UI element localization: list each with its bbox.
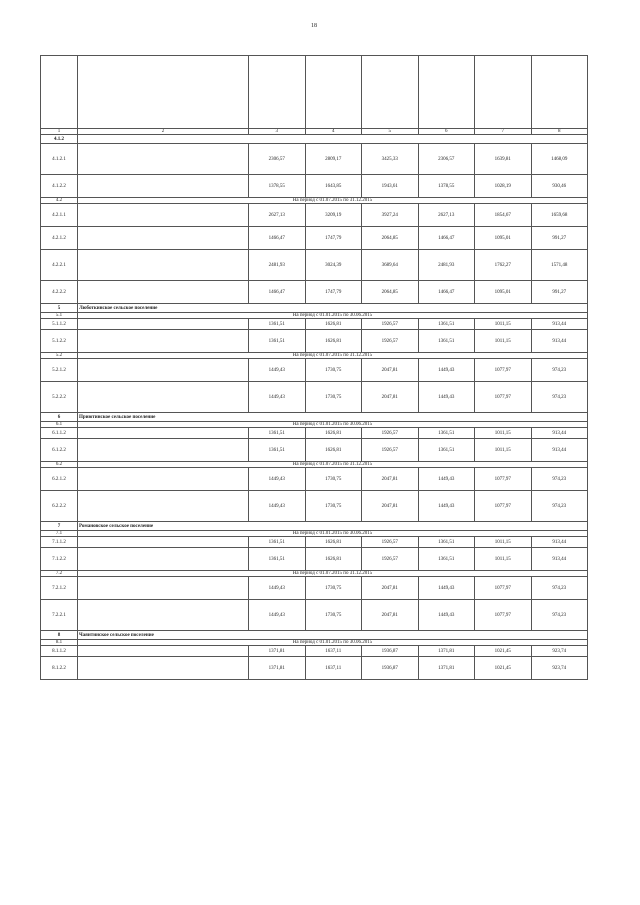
table-row — [41, 359, 588, 382]
value-cell: 1936,87 — [362, 657, 419, 680]
value-cell: 1626,81 — [305, 428, 362, 439]
row-code: 4.2.2.1 — [41, 250, 78, 281]
row-code: 4.2.1.1 — [41, 204, 78, 227]
value-cell: 3209,19 — [305, 204, 362, 227]
value-cell: 974,23 — [531, 491, 588, 522]
value-cell: 2047,81 — [362, 491, 419, 522]
row-description — [78, 144, 249, 175]
header-cell — [41, 56, 78, 129]
section-row — [41, 135, 588, 144]
section-title: Приютинское сельское поселение — [78, 413, 588, 422]
row-description — [78, 250, 249, 281]
value-cell: 1361,51 — [418, 439, 475, 462]
row-code: 6.2.2.2 — [41, 491, 78, 522]
value-cell: 1449,43 — [418, 577, 475, 600]
column-number: 7 — [475, 129, 532, 135]
row-code: 4.1.2.1 — [41, 144, 78, 175]
value-cell: 1361,51 — [249, 548, 306, 571]
tariff-table — [40, 55, 588, 680]
value-cell: 1077,97 — [475, 382, 532, 413]
value-cell: 913,44 — [531, 537, 588, 548]
table-row — [41, 281, 588, 304]
section-row — [41, 304, 588, 313]
value-cell: 913,44 — [531, 428, 588, 439]
value-cell: 2064,85 — [362, 281, 419, 304]
section-code: 4.1.2 — [41, 135, 78, 144]
value-cell: 1077,97 — [475, 577, 532, 600]
period-label: На период с 01.01.2015 по 30.06.2015 — [78, 422, 588, 428]
row-description — [78, 359, 249, 382]
row-code: 8.1.1.2 — [41, 646, 78, 657]
table-row — [41, 227, 588, 250]
period-code: 6.2 — [41, 462, 78, 468]
value-cell: 1361,51 — [249, 428, 306, 439]
header-cell — [362, 56, 419, 129]
value-cell: 2481,93 — [249, 250, 306, 281]
value-cell: 1466,47 — [249, 227, 306, 250]
value-cell: 1449,43 — [418, 468, 475, 491]
header-cell — [78, 56, 249, 129]
value-cell: 1449,43 — [418, 600, 475, 631]
value-cell: 1626,81 — [305, 439, 362, 462]
value-cell: 1361,51 — [249, 537, 306, 548]
row-description — [78, 319, 249, 330]
value-cell: 1730,75 — [305, 491, 362, 522]
section-code: 6 — [41, 413, 78, 422]
value-cell: 2064,85 — [362, 227, 419, 250]
value-cell: 3425,33 — [362, 144, 419, 175]
value-cell: 1449,43 — [249, 600, 306, 631]
value-cell: 974,23 — [531, 382, 588, 413]
row-code: 6.1.1.2 — [41, 428, 78, 439]
value-cell: 1637,11 — [305, 646, 362, 657]
section-title — [78, 135, 588, 144]
value-cell: 1449,43 — [249, 382, 306, 413]
value-cell: 974,23 — [531, 468, 588, 491]
table-row — [41, 204, 588, 227]
section-code: 8 — [41, 631, 78, 640]
value-cell: 1626,81 — [305, 548, 362, 571]
value-cell: 1449,43 — [249, 359, 306, 382]
value-cell: 1626,81 — [305, 319, 362, 330]
value-cell: 1730,75 — [305, 600, 362, 631]
value-cell: 1361,51 — [418, 330, 475, 353]
period-code: 8.1 — [41, 640, 78, 646]
value-cell: 1011,15 — [475, 537, 532, 548]
value-cell: 2047,81 — [362, 359, 419, 382]
value-cell: 1747,79 — [305, 227, 362, 250]
row-description — [78, 428, 249, 439]
value-cell: 1361,51 — [418, 319, 475, 330]
header-cell — [531, 56, 588, 129]
period-code: 5.2 — [41, 353, 78, 359]
period-label: На период с 01.01.2015 по 30.06.2015 — [78, 531, 588, 537]
row-code: 5.1.1.2 — [41, 319, 78, 330]
period-code: 7.1 — [41, 531, 78, 537]
row-description — [78, 382, 249, 413]
value-cell: 1378,55 — [418, 175, 475, 198]
header-cell — [475, 56, 532, 129]
column-number: 4 — [305, 129, 362, 135]
value-cell: 1926,57 — [362, 319, 419, 330]
value-cell: 1730,75 — [305, 359, 362, 382]
row-description — [78, 577, 249, 600]
period-label: На период с 01.07.2015 по 31.12.2015 — [78, 353, 588, 359]
value-cell: 2047,81 — [362, 577, 419, 600]
row-description — [78, 548, 249, 571]
row-code: 7.2.2.1 — [41, 600, 78, 631]
value-cell: 991,27 — [531, 281, 588, 304]
row-description — [78, 330, 249, 353]
table-row — [41, 600, 588, 631]
section-title: Романовское сельское поселение — [78, 522, 588, 531]
row-code: 5.2.2.2 — [41, 382, 78, 413]
row-code: 4.1.2.2 — [41, 175, 78, 198]
value-cell: 1011,15 — [475, 330, 532, 353]
table-row — [41, 330, 588, 353]
value-cell: 1361,51 — [249, 330, 306, 353]
value-cell: 1021,45 — [475, 646, 532, 657]
row-code: 5.1.2.2 — [41, 330, 78, 353]
value-cell: 2627,13 — [418, 204, 475, 227]
value-cell: 1466,47 — [418, 281, 475, 304]
value-cell: 1011,15 — [475, 548, 532, 571]
value-cell: 1637,11 — [305, 657, 362, 680]
value-cell: 1926,57 — [362, 537, 419, 548]
value-cell: 1449,43 — [249, 491, 306, 522]
value-cell: 974,23 — [531, 359, 588, 382]
value-cell: 1466,47 — [249, 281, 306, 304]
value-cell: 1449,43 — [418, 491, 475, 522]
value-cell: 1028,19 — [475, 175, 532, 198]
table-row — [41, 319, 588, 330]
value-cell: 1371,81 — [418, 657, 475, 680]
value-cell: 1643,85 — [305, 175, 362, 198]
row-code: 5.2.1.2 — [41, 359, 78, 382]
value-cell: 930,46 — [531, 175, 588, 198]
table-header-row — [41, 56, 588, 129]
value-cell: 1449,43 — [249, 577, 306, 600]
section-title: Чаянтинское сельское поселение — [78, 631, 588, 640]
period-code: 7.2 — [41, 571, 78, 577]
period-label: На период с 01.01.2015 по 30.06.2015 — [78, 640, 588, 646]
table-row — [41, 144, 588, 175]
value-cell: 1449,43 — [418, 382, 475, 413]
value-cell: 923,74 — [531, 646, 588, 657]
value-cell: 2047,81 — [362, 600, 419, 631]
value-cell: 1011,15 — [475, 439, 532, 462]
value-cell: 913,44 — [531, 548, 588, 571]
value-cell: 1011,15 — [475, 319, 532, 330]
column-number: 8 — [531, 129, 588, 135]
section-row — [41, 522, 588, 531]
value-cell: 1639,81 — [475, 144, 532, 175]
row-description — [78, 657, 249, 680]
value-cell: 2306,57 — [249, 144, 306, 175]
value-cell: 1926,57 — [362, 439, 419, 462]
row-code: 4.2.2.2 — [41, 281, 78, 304]
value-cell: 1571,48 — [531, 250, 588, 281]
section-code: 7 — [41, 522, 78, 531]
table-row — [41, 250, 588, 281]
table-row — [41, 577, 588, 600]
value-cell: 3024,39 — [305, 250, 362, 281]
table-row — [41, 491, 588, 522]
value-cell: 974,23 — [531, 600, 588, 631]
value-cell: 1361,51 — [418, 548, 475, 571]
period-code: 6.1 — [41, 422, 78, 428]
value-cell: 3927,24 — [362, 204, 419, 227]
section-row — [41, 413, 588, 422]
value-cell: 1371,81 — [249, 657, 306, 680]
value-cell: 2627,13 — [249, 204, 306, 227]
value-cell: 1361,51 — [249, 319, 306, 330]
row-code: 7.2.1.2 — [41, 577, 78, 600]
table-row — [41, 175, 588, 198]
value-cell: 1943,61 — [362, 175, 419, 198]
row-code: 6.1.2.2 — [41, 439, 78, 462]
row-description — [78, 468, 249, 491]
column-number: 6 — [418, 129, 475, 135]
row-description — [78, 537, 249, 548]
value-cell: 1361,51 — [249, 439, 306, 462]
column-number: 3 — [249, 129, 306, 135]
row-description — [78, 439, 249, 462]
table-row — [41, 537, 588, 548]
value-cell: 2481,93 — [418, 250, 475, 281]
value-cell: 2047,81 — [362, 468, 419, 491]
column-number: 2 — [78, 129, 249, 135]
value-cell: 2047,81 — [362, 382, 419, 413]
row-code: 4.2.1.2 — [41, 227, 78, 250]
period-code: 5.1 — [41, 313, 78, 319]
value-cell: 1077,97 — [475, 468, 532, 491]
value-cell: 1361,51 — [418, 537, 475, 548]
value-cell: 3689,64 — [362, 250, 419, 281]
value-cell: 1466,47 — [418, 227, 475, 250]
value-cell: 1095,01 — [475, 281, 532, 304]
section-row — [41, 631, 588, 640]
value-cell: 1626,81 — [305, 537, 362, 548]
value-cell: 1762,27 — [475, 250, 532, 281]
period-label: На период с 01.07.2015 по 31.12.2015 — [78, 571, 588, 577]
row-description — [78, 281, 249, 304]
value-cell: 991,27 — [531, 227, 588, 250]
table-row — [41, 428, 588, 439]
value-cell: 1449,43 — [249, 468, 306, 491]
value-cell: 1371,81 — [249, 646, 306, 657]
value-cell: 1077,97 — [475, 491, 532, 522]
value-cell: 1095,01 — [475, 227, 532, 250]
value-cell: 1021,45 — [475, 657, 532, 680]
value-cell: 1747,79 — [305, 281, 362, 304]
table-row — [41, 657, 588, 680]
period-label: На период с 01.07.2015 по 31.12.2015 — [78, 198, 588, 204]
period-label: На период с 01.07.2015 по 31.12.2015 — [78, 462, 588, 468]
period-label: На период с 01.01.2015 по 30.06.2015 — [78, 313, 588, 319]
table-row — [41, 382, 588, 413]
header-cell — [305, 56, 362, 129]
row-code: 6.2.1.2 — [41, 468, 78, 491]
value-cell: 1730,75 — [305, 577, 362, 600]
value-cell: 1077,97 — [475, 359, 532, 382]
column-number: 1 — [41, 129, 78, 135]
value-cell: 913,44 — [531, 319, 588, 330]
value-cell: 974,23 — [531, 577, 588, 600]
table-row — [41, 439, 588, 462]
value-cell: 1011,15 — [475, 428, 532, 439]
value-cell: 1926,57 — [362, 330, 419, 353]
value-cell: 1926,57 — [362, 428, 419, 439]
value-cell: 1659,68 — [531, 204, 588, 227]
value-cell: 1468,09 — [531, 144, 588, 175]
value-cell: 913,44 — [531, 439, 588, 462]
value-cell: 1854,67 — [475, 204, 532, 227]
table-row — [41, 548, 588, 571]
value-cell: 923,74 — [531, 657, 588, 680]
page-number: 18 — [311, 23, 317, 29]
value-cell: 1371,81 — [418, 646, 475, 657]
column-number: 5 — [362, 129, 419, 135]
value-cell: 1626,81 — [305, 330, 362, 353]
row-description — [78, 175, 249, 198]
value-cell: 1730,75 — [305, 382, 362, 413]
value-cell: 1449,43 — [418, 359, 475, 382]
value-cell: 1730,75 — [305, 468, 362, 491]
row-description — [78, 600, 249, 631]
section-code: 5 — [41, 304, 78, 313]
row-code: 7.1.2.2 — [41, 548, 78, 571]
value-cell: 1378,55 — [249, 175, 306, 198]
row-code: 8.1.2.2 — [41, 657, 78, 680]
value-cell: 1926,57 — [362, 548, 419, 571]
value-cell: 1077,97 — [475, 600, 532, 631]
value-cell: 913,44 — [531, 330, 588, 353]
value-cell: 1936,87 — [362, 646, 419, 657]
table-row — [41, 468, 588, 491]
value-cell: 1361,51 — [418, 428, 475, 439]
row-code: 7.1.1.2 — [41, 537, 78, 548]
header-cell — [249, 56, 306, 129]
value-cell: 2306,57 — [418, 144, 475, 175]
header-cell — [418, 56, 475, 129]
row-description — [78, 227, 249, 250]
table-row — [41, 646, 588, 657]
period-code: 4.2 — [41, 198, 78, 204]
row-description — [78, 491, 249, 522]
value-cell: 2809,17 — [305, 144, 362, 175]
row-description — [78, 204, 249, 227]
row-description — [78, 646, 249, 657]
section-title: Люботкинское сельское поселение — [78, 304, 588, 313]
